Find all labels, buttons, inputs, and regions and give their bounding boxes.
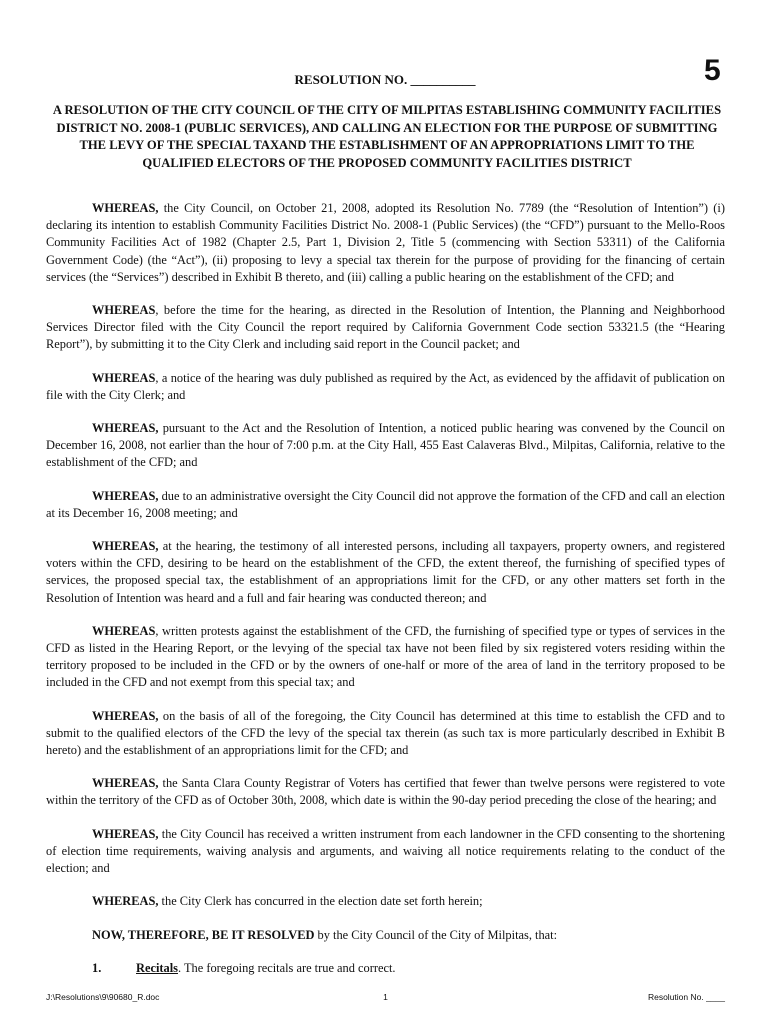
paragraph-text: , a notice of the hearing was duly published as required by the Act, as evidenced by the affidavit of publication on file with the City Clerk; and [46, 370, 725, 402]
paragraph-text: due to an administrative oversight the City Council did not approve the formation of the CFD and call an election at its December 16, 2008 meeting; and [46, 488, 725, 520]
document-title: A RESOLUTION OF THE CITY COUNCIL OF THE CITY OF MILPITAS ESTABLISHING COMMUNITY FACILITIES DISTRICT NO. 2008-1 (PUBLIC SERVICES), AND CALLING AN ELECTION FOR THE PURPOSE OF SUBMITTING THE LEVY OF THE SPECIAL TAXAND THE ESTABLISHMENT OF AN APPROPRIATIONS LIMIT TO THE QUALIFIED ELECTORS OF THE PROPOSED COMMUNITY FACILITIES DISTRICT [52, 103, 722, 170]
paragraph-lead: WHEREAS, [92, 539, 159, 554]
paragraph-lead: WHEREAS, [92, 201, 159, 215]
resolved-lead: NOW, THEREFORE, BE IT RESOLVED [92, 927, 315, 942]
document-body [46, 200, 725, 993]
item-number: 1. [92, 960, 102, 975]
paragraph-text: on the basis of all of the foregoing, the City Council has determined at this time to establish the CFD and to submit to the qualified electors of the CFD the levy of the special tax therein (as such tax is more particularly described in Exhibit B hereto) and the establishment of an appropriations limit for the CFD; and [46, 708, 725, 758]
paragraph-text: , written protests against the establishment of the CFD, the furnishing of specified type or types of services in the CFD as listed in the Hearing Report, or the levying of the special tax have not been filed by six registered voters residing within the territory proposed to be included in the CFD or by the owners of one-half or more of the area of land in the territory proposed to be included in the CFD and not exempt from this special tax; and [46, 623, 725, 690]
paragraph-lead: WHEREAS [92, 370, 156, 385]
item-text: . The foregoing recitals are true and correct. [177, 960, 396, 975]
paragraph [46, 708, 725, 760]
paragraph [46, 200, 725, 286]
paragraph [46, 538, 725, 607]
paragraph-lead: WHEREAS, [92, 708, 159, 723]
paragraph-text: , before the time for the hearing, as directed in the Resolution of Intention, the Planning and Neighborhood Services Director filed with the City Council the report required by California Government Code section 53321.5 (the “Hearing Report”), by submitting it to the City Clerk and including said report in the Council packet; and [46, 303, 725, 352]
footer-page-number: 1 [383, 992, 388, 1002]
paragraph-text: the City Council has received a written instrument from each landowner in the CFD consenting to the shortening of election time requirements, waiving analysis and arguments, and waiving all notice requirements relating to the conduct of the election; and [46, 826, 725, 876]
paragraph-lead: WHEREAS, [92, 421, 159, 436]
paragraph [46, 302, 725, 354]
paragraph [46, 370, 725, 404]
paragraph-lead: WHEREAS [92, 303, 156, 318]
paragraph [46, 488, 725, 522]
paragraph [46, 420, 725, 472]
resolved-text: by the City Council of the City of Milpitas, that: [314, 927, 558, 942]
paragraph [46, 623, 725, 692]
paragraph-text: the City Clerk has concurred in the election date set forth herein; [158, 894, 483, 909]
footer-resolution-number: Resolution No. ____ [647, 992, 725, 1002]
paragraph-lead: WHEREAS, [92, 488, 159, 503]
page-marker: 5 [704, 54, 721, 87]
paragraph-lead: WHEREAS, [92, 776, 159, 791]
paragraph [46, 775, 725, 809]
numbered-item [46, 960, 725, 977]
resolution-number: RESOLUTION NO. __________ [294, 72, 476, 87]
paragraph-lead: WHEREAS, [92, 826, 159, 841]
paragraph-text: at the hearing, the testimony of all interested persons, including all taxpayers, property owners, and registered voters within the CFD, desiring to be heard on the establishment of the CFD, the extent thereof, the furnishing of specified types of services, the proposed special tax, the establishment of an appropriations limit for the CFD, or any other matters set forth in the Resolution of Intention was heard and a full and fair hearing was conducted thereon; and [46, 539, 725, 605]
resolved-clause [46, 927, 725, 944]
paragraph [46, 826, 725, 878]
footer-file-path: J:\Resolutions\9\90680_R.doc [46, 992, 160, 1002]
paragraph-lead: WHEREAS, [92, 894, 159, 909]
paragraph-text: pursuant to the Act and the Resolution of Intention, a noticed public hearing was convened by the Council on December 16, 2008, not earlier than the hour of 7:00 p.m. at the City Hall, 455 East Calaveras Blvd., Milpitas, California, relative to the establishment of the CFD; and [46, 421, 725, 470]
paragraph-text: the City Council, on October 21, 2008, adopted its Resolution No. 7789 (the “Resolution of Intention”) (i) declaring its intention to establish Community Facilities District No. 2008-1 (Public Services) (the “CFD”) pursuant to the Mello-Roos Community Facilities Act of 1982 (Chapter 2.5, Part 1, Division 2, Title 5 (commencing with Section 53311) of the California Government Code) (the “Act”), (ii) proposing to levy a special tax therein for the purpose of providing for the financing of certain services (the “Services”) described in Exhibit B thereto, and (iii) calling a public hearing on the establishment of the CFD; and [46, 201, 725, 284]
item-heading: Recitals [136, 960, 178, 975]
page-footer [46, 992, 725, 1004]
paragraph-lead: WHEREAS [92, 623, 156, 638]
paragraph-text: the Santa Clara County Registrar of Voters has certified that fewer than twelve persons were registered to vote within the territory of the CFD as of October 30th, 2008, which date is within the 90-day period preceding the close of the hearing; and [46, 776, 725, 808]
paragraph [46, 893, 725, 910]
